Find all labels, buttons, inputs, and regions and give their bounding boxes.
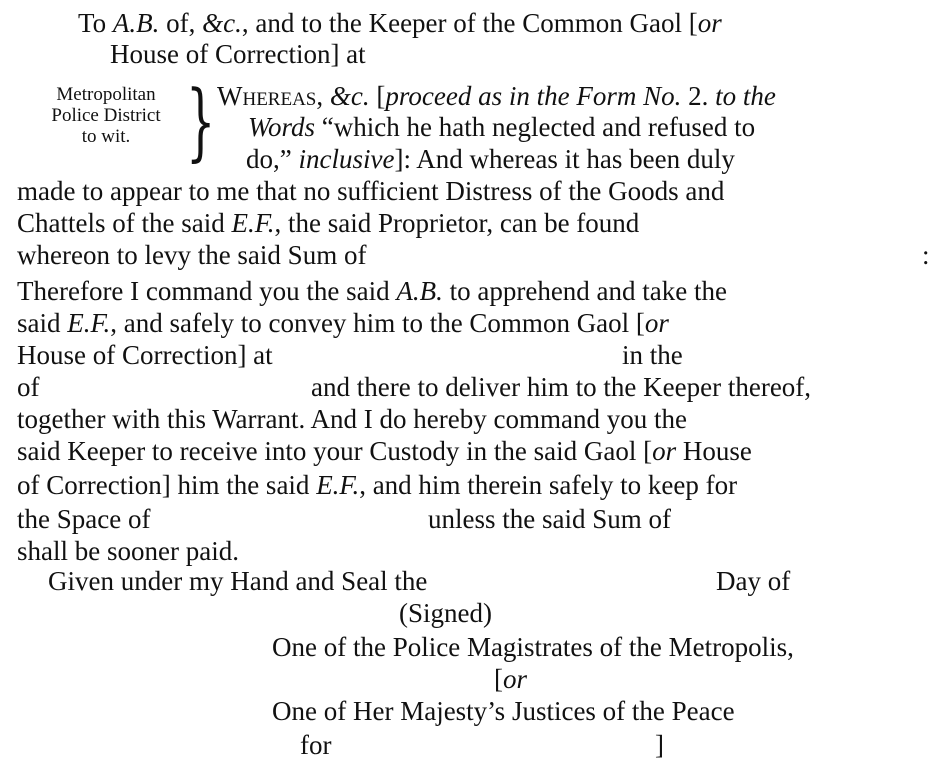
body-line-13 — [17, 470, 737, 500]
justice-line: One of Her Majesty’s Justices of the Peace — [272, 696, 735, 726]
body-line-5 — [17, 208, 639, 238]
margin-note-line: to wit. — [81, 126, 131, 147]
body-instruction: to the — [715, 81, 776, 111]
given-line: Given under my Hand and Seal the — [48, 566, 428, 596]
body-text: Therefore I command you the said — [17, 276, 397, 306]
body-or: or — [652, 436, 677, 466]
address-text: , and to the Keeper of the Common Gaol [ — [241, 8, 698, 38]
body-line-2 — [248, 112, 755, 142]
body-instruction: inclusive — [298, 144, 395, 174]
margin-brace: } — [186, 72, 216, 170]
address-text: To — [78, 8, 113, 38]
body-line-10: and there to deliver him to the Keeper thereof, — [311, 372, 812, 402]
body-text: of Correction] him the said — [17, 470, 317, 500]
body-line-14: the Space of — [17, 504, 151, 534]
body-line-14-end: unless the said Sum of — [428, 504, 671, 534]
body-line-3 — [246, 144, 735, 174]
body-text: said Keeper to receive into your Custody in the said Gaol [ — [17, 436, 653, 466]
address-etc: &c. — [202, 8, 242, 38]
body-text: , and safely to convey him to the Common Gaol [ — [110, 308, 645, 338]
or-word: or — [503, 664, 528, 694]
body-ef: E.F. — [231, 208, 275, 238]
for-label: for — [300, 730, 332, 760]
margin-note-line: Police District — [51, 105, 161, 126]
body-colon: : — [922, 240, 930, 270]
body-instruction: Words — [248, 112, 316, 142]
signed-label: (Signed) — [399, 598, 492, 628]
body-line-7 — [17, 276, 727, 306]
body-text: House — [676, 436, 752, 466]
body-etc: &c. — [329, 81, 370, 111]
address-text: of, — [159, 8, 203, 38]
body-text: “which he hath neglected and refused to — [315, 112, 756, 142]
body-line-11: together with this Warrant. And I do hereby command you the — [17, 404, 687, 434]
body-ef: E.F. — [316, 470, 360, 500]
body-instruction: proceed as in the Form No. — [385, 81, 682, 111]
margin-note-line: Metropolitan — [56, 84, 156, 105]
address-line-1 — [78, 8, 722, 38]
address-line-2: House of Correction] at — [110, 39, 366, 69]
body-line-4: made to appear to me that no sufficient Distress of the Goods and — [17, 176, 725, 206]
whereas-word: Whereas — [217, 81, 317, 111]
body-line-6: whereon to levy the said Sum of — [17, 240, 367, 270]
body-form-number: 2. — [681, 81, 716, 111]
body-ef: E.F. — [67, 308, 111, 338]
or-bracket: [ — [494, 664, 503, 694]
body-text: [ — [369, 81, 386, 111]
body-line-12 — [17, 436, 752, 466]
day-of: Day of — [716, 566, 791, 596]
address-ab: A.B. — [112, 8, 160, 38]
or-line — [494, 664, 527, 694]
body-text: , and him therein safely to keep for — [359, 470, 738, 500]
body-or: or — [644, 308, 669, 338]
address-or: or — [697, 8, 722, 38]
body-ab: A.B. — [396, 276, 443, 306]
body-text: do,” — [246, 144, 299, 174]
margin-note — [18, 84, 194, 147]
body-line-9: House of Correction] at — [17, 340, 273, 370]
body-text: to apprehend and take the — [442, 276, 727, 306]
body-text: ]: And whereas it has been duly — [394, 144, 735, 174]
body-line-15: shall be sooner paid. — [17, 536, 239, 566]
closing-bracket: ] — [655, 730, 664, 760]
body-line-10-start: of — [17, 372, 40, 402]
body-text: Chattels of the said — [17, 208, 232, 238]
body-text: said — [17, 308, 68, 338]
magistrate-line: One of the Police Magistrates of the Metropolis, — [272, 632, 794, 662]
body-text: , the said Proprietor, can be found — [274, 208, 640, 238]
body-line-8 — [17, 308, 669, 338]
body-line-9-end: in the — [622, 340, 683, 370]
body-text: , — [316, 81, 330, 111]
body-line-1 — [217, 81, 776, 111]
